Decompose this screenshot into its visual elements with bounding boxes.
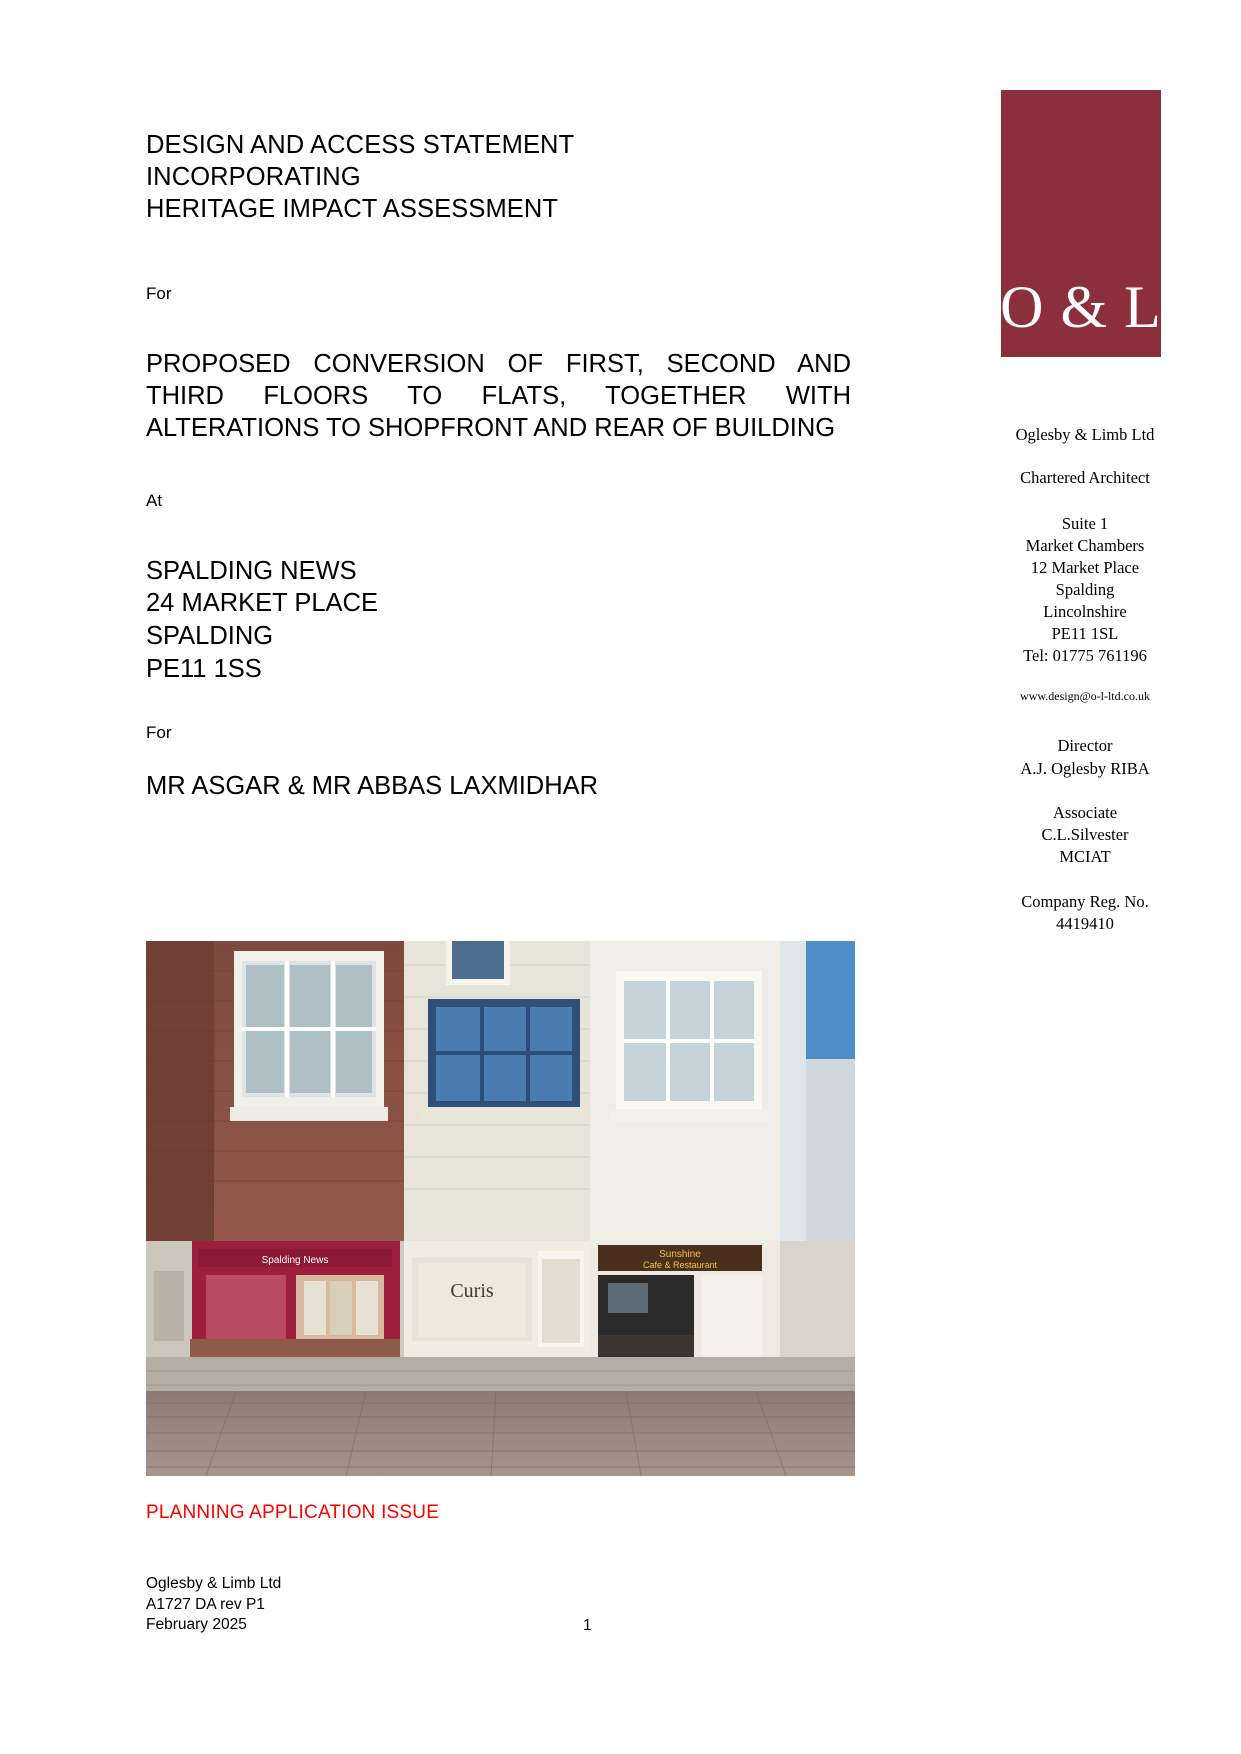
title-line-2: INCORPORATING (146, 162, 361, 191)
site-address-line-3: SPALDING (146, 622, 274, 650)
svg-text:Cafe & Restaurant: Cafe & Restaurant (642, 1260, 718, 1270)
site-address-line-1: SPALDING NEWS (146, 556, 357, 585)
company-logo-text: O & L (1000, 274, 1162, 340)
company-registration-label: Company Reg. No. (1021, 891, 1149, 911)
for-label-proposal: For (146, 283, 172, 303)
svg-text:Sunshine: Sunshine (659, 1249, 701, 1260)
company-logo (1001, 90, 1161, 357)
company-telephone: Tel: 01775 761196 (1023, 645, 1147, 665)
svg-text:Spalding News: Spalding News (261, 1255, 329, 1266)
document-title (146, 130, 846, 226)
document-body (146, 130, 851, 803)
company-address (985, 513, 1185, 667)
company-website[interactable]: www.design@o-l-ltd.co.uk (1020, 688, 1150, 703)
site-address-line-2: 24 MARKET PLACE (146, 589, 378, 618)
title-line-1: DESIGN AND ACCESS STATEMENT (146, 131, 575, 159)
company-address-line-2: Market Chambers (1025, 536, 1145, 556)
director-label: Director (1057, 736, 1113, 756)
company-name: Oglesby & Limb Ltd (1015, 425, 1155, 444)
company-registration-number: 4419410 (1056, 913, 1114, 933)
letterhead-details (985, 422, 1185, 935)
company-address-line-3: 12 Market Place (1030, 558, 1140, 577)
site-photograph (146, 941, 855, 1476)
title-line-3: HERITAGE IMPACT ASSESSMENT (146, 194, 559, 223)
associate-block (985, 802, 1185, 869)
associate-name: C.L.Silvester (1041, 825, 1129, 845)
associate-qualification: MCIAT (1059, 847, 1111, 867)
director-name: A.J. Oglesby RIBA (1020, 758, 1150, 778)
footer-line-2: A1727 DA rev P1 (146, 1595, 265, 1613)
company-role: Chartered Architect (1020, 467, 1150, 487)
company-address-line-4: Spalding (1055, 579, 1115, 599)
site-address (146, 555, 846, 686)
svg-text:Curis: Curis (450, 1280, 494, 1302)
company-address-line-1: Suite 1 (1061, 514, 1109, 534)
site-address-line-4: PE11 1SS (146, 654, 262, 683)
footer-line-1: Oglesby & Limb Ltd (146, 1575, 282, 1592)
client-name: MR ASGAR & MR ABBAS LAXMIDHAR (146, 772, 599, 801)
page-number: 1 (583, 1617, 592, 1634)
for-label-client: For (146, 723, 172, 743)
company-address-line-5: Lincolnshire (1043, 601, 1127, 621)
site-photograph-image (146, 941, 855, 1476)
footer-line-3: February 2025 (146, 1616, 247, 1634)
proposal-description: PROPOSED CONVERSION OF FIRST, SECOND AND THIRD FLOORS TO FLATS, TOGETHER WITH ALTERATIONS TO SHOPFRONT AND REAR OF BUILDING (146, 349, 851, 443)
company-postcode: PE11 1SL (1051, 623, 1119, 643)
issue-status: PLANNING APPLICATION ISSUE (146, 1502, 440, 1523)
document-footer (146, 1574, 281, 1636)
company-registration-block (985, 891, 1185, 936)
associate-label: Associate (1052, 802, 1118, 822)
director-block (985, 735, 1185, 780)
at-label: At (146, 490, 163, 510)
